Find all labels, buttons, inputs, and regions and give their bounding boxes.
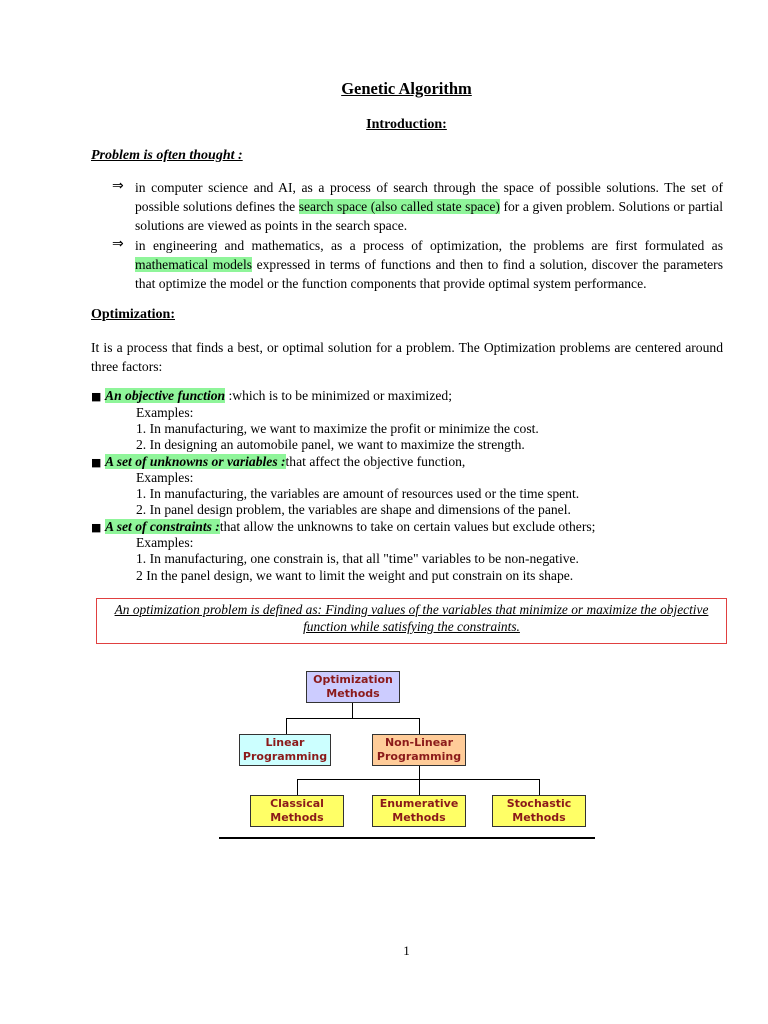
definition-line-2: function while satisfying the constraints. [303, 619, 520, 634]
arrow-bullet-icon: ⇒ [112, 178, 124, 194]
connector [297, 779, 298, 795]
page-number: 1 [403, 943, 410, 958]
example-item: 2. In panel design problem, the variables are shape and dimensions of the panel. [136, 502, 571, 517]
example-item: 1. In manufacturing, the variables are amount of resources used or the time spent. [136, 486, 580, 501]
square-bullet-icon: ■ [91, 521, 102, 534]
definition-box [96, 598, 727, 644]
bullet-paragraph-1: in computer science and AI, as a process of search through the space of possible solutions. The set of possible solutions defines the search space (also called state space) for a given problem. Solutions or partial solutions are viewed as points in the search space. [135, 180, 723, 233]
optimization-heading: Optimization: [91, 307, 175, 322]
connector [419, 766, 420, 780]
search-space-highlight: search space (also called state space) [298, 199, 500, 214]
square-bullet-icon: ■ [91, 456, 102, 469]
stochastic-methods-box: Stochastic Methods [492, 795, 586, 827]
connector [286, 718, 287, 734]
arrow-bullet-icon: ⇒ [112, 236, 124, 252]
connector [419, 718, 420, 734]
connector [286, 718, 420, 719]
enumerative-methods-box: Enumerative Methods [372, 795, 466, 827]
example-item: 1. In manufacturing, one constrain is, that all "time" variables to be non-negative. [136, 551, 579, 566]
optimization-methods-box: Optimization Methods [306, 671, 400, 703]
examples-label: Examples: [136, 535, 194, 550]
examples-label: Examples: [136, 470, 194, 485]
definition-line-1: An optimization problem is defined as: Finding values of the variables that minimize or maximize the objective [114, 602, 709, 617]
factor-3: A set of constraints :that allow the unknowns to take on certain values but exclude others; [105, 519, 596, 534]
factor-1: An objective function :which is to be minimized or maximized; [105, 388, 452, 403]
diagram-baseline [219, 837, 595, 839]
connector [419, 779, 420, 795]
connector [539, 779, 540, 795]
classical-methods-box: Classical Methods [250, 795, 344, 827]
optimization-paragraph: It is a process that finds a best, or optimal solution for a problem. The Optimization problems are centered around three factors: [91, 340, 723, 374]
example-item: 2 In the panel design, we want to limit the weight and put constrain on its shape. [136, 568, 574, 583]
page-title: Genetic Algorithm [341, 79, 472, 98]
example-item: 2. In designing an automobile panel, we want to maximize the strength. [136, 437, 525, 452]
connector [352, 703, 353, 719]
mathematical-models-highlight: mathematical models [135, 257, 253, 272]
factor-2: A set of unknowns or variables :that affect the objective function, [105, 454, 466, 469]
example-item: 1. In manufacturing, we want to maximize the profit or minimize the cost. [136, 421, 539, 436]
nonlinear-programming-box: Non-Linear Programming [372, 734, 466, 766]
introduction-heading: Introduction: [366, 117, 447, 132]
examples-label: Examples: [136, 405, 194, 420]
bullet-paragraph-2: in engineering and mathematics, as a process of optimization, the problems are first formulated as mathematical models expressed in terms of functions and then to find a solution, discover the parameters that optimize the model or the function components that provide optimal system performance. [135, 238, 723, 291]
problem-heading: Problem is often thought : [91, 148, 243, 163]
square-bullet-icon: ■ [91, 390, 102, 403]
linear-programming-box: Linear Programming [239, 734, 331, 766]
